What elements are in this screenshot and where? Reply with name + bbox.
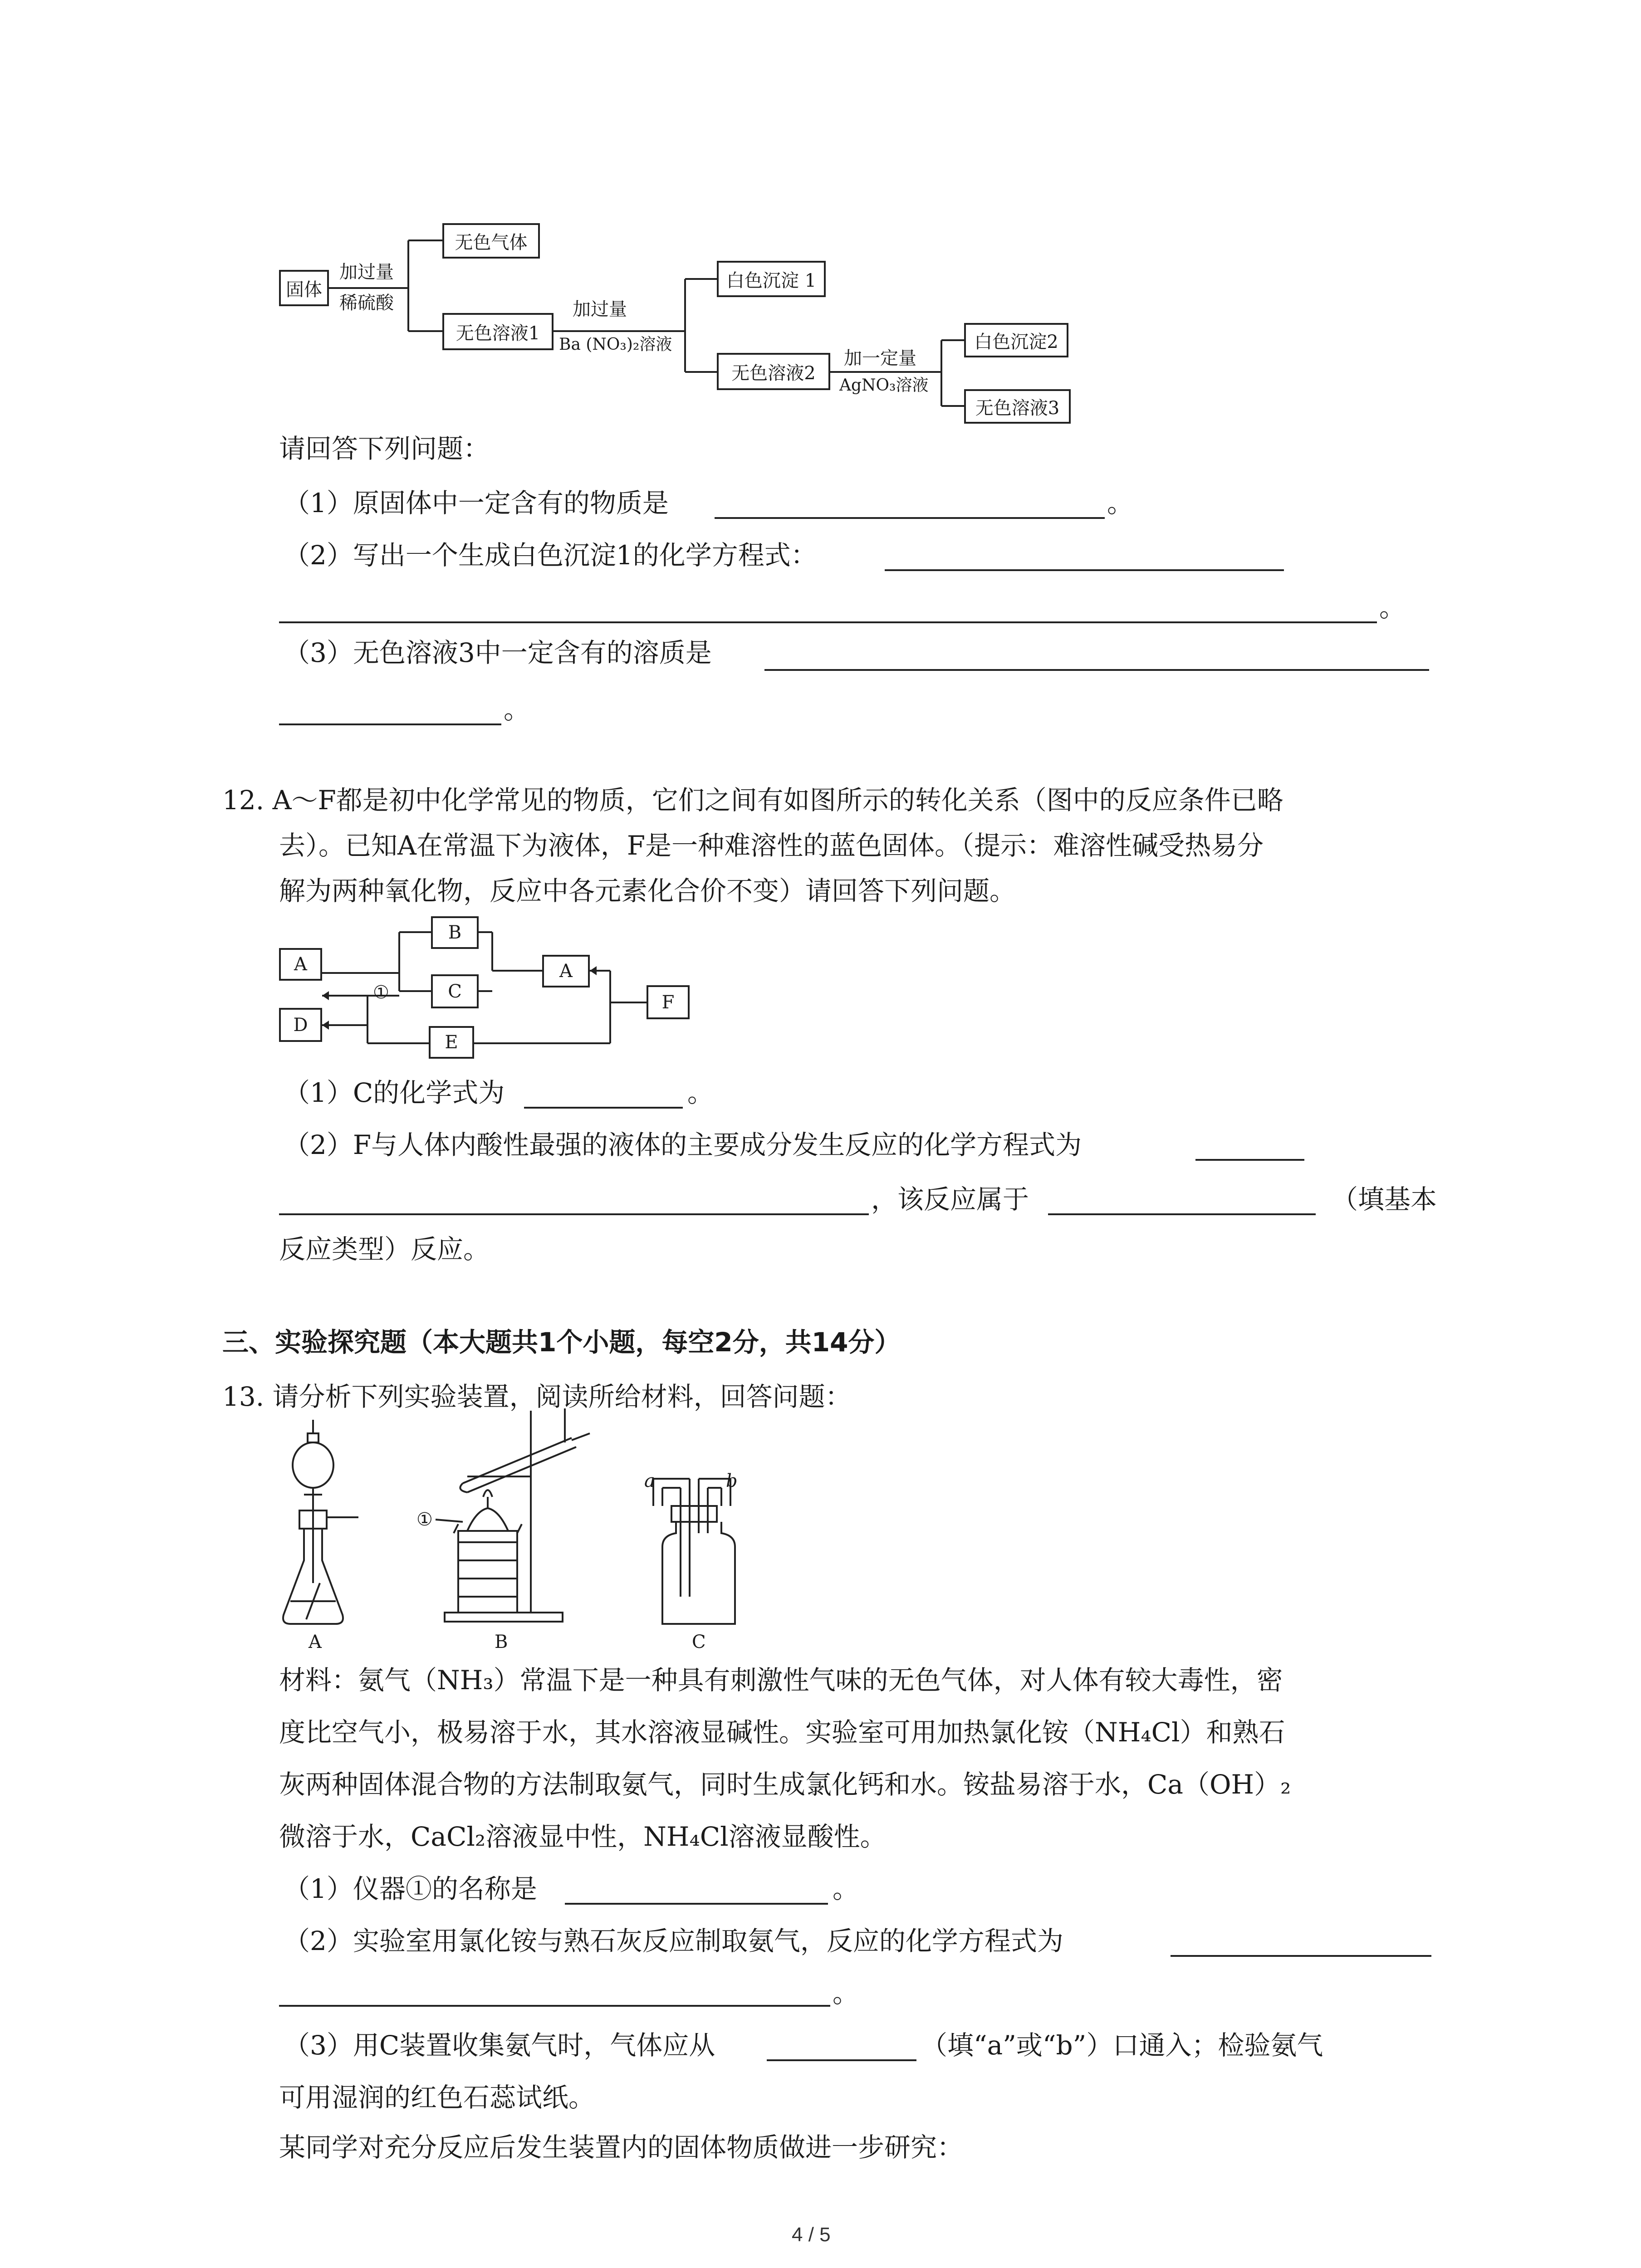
section-3-heading: 三、实验探究题（本大题共1个小题，每空2分，共14分）	[222, 1327, 901, 1358]
q12-box-B: B	[431, 916, 479, 949]
q13-part3-tail: （填“a”或“b”）口通入；检验氨气	[921, 2030, 1323, 2061]
flow-label-acid-bottom: 稀硫酸	[339, 293, 394, 313]
q11-part2-end: 。	[1379, 592, 1406, 623]
apparatus-C-port-a: a	[644, 1471, 655, 1491]
q12-box-E: E	[429, 1026, 474, 1059]
q13-part2-blank-a	[1171, 1955, 1431, 1957]
page-number: 4 / 5	[792, 2224, 831, 2246]
q13-material-line4: 微溶于水，CaCl₂溶液显中性，NH₄Cl溶液显酸性。	[279, 1821, 887, 1852]
q13-part1-end: 。	[833, 1873, 859, 1904]
q13-part1: （1）仪器①的名称是	[284, 1873, 537, 1904]
q12-part1: （1）C的化学式为	[284, 1077, 505, 1108]
flow-box-solid: 固体	[279, 270, 329, 306]
q12-part2-mid: ，该反应属于	[871, 1184, 1029, 1215]
q13-part2-blank-b	[279, 2005, 830, 2007]
apparatus-B-drawing	[436, 1408, 590, 1622]
flow-label-agno3-bottom: AgNO₃溶液	[839, 376, 929, 395]
q12-part2-tail: （填基本	[1332, 1184, 1437, 1215]
flow-box-solution1: 无色溶液1	[442, 313, 554, 350]
q11-part3: （3）无色溶液3中一定含有的溶质是	[284, 637, 712, 668]
q13-part2: （2）实验室用氯化铵与熟石灰反应制取氨气，反应的化学方程式为	[284, 1926, 1063, 1956]
q11-part3-end: 。	[504, 694, 530, 725]
q13-material-line2: 度比空气小，极易溶于水，其水溶液显碱性。实验室可用加热氯化铵（NH₄Cl）和熟石	[279, 1717, 1285, 1748]
q12-box-A1: A	[279, 948, 322, 981]
q11-part2: （2）写出一个生成白色沉淀1的化学方程式：	[284, 540, 817, 571]
q12-box-D: D	[279, 1008, 322, 1042]
q12-diagram-marker: ①	[373, 982, 389, 1003]
q13-part2-end: 。	[833, 1978, 859, 2009]
flow-box-solution3: 无色溶液3	[964, 389, 1071, 424]
q11-intro: 请回答下列问题：	[279, 433, 490, 464]
q13-material-line1: 材料：氨气（NH₃）常温下是一种具有刺激性气味的无色气体，对人体有较大毒性，密	[279, 1665, 1283, 1696]
q11-part1: （1）原固体中一定含有的物质是	[284, 488, 669, 518]
flow-label-agno3-top: 加一定量	[844, 348, 916, 369]
q13-part1-blank	[565, 1903, 828, 1905]
q13-part3: （3）用C装置收集氨气时，气体应从	[284, 2030, 715, 2061]
q12-part2-line3: 反应类型）反应。	[279, 1234, 490, 1265]
apparatus-B-label: B	[495, 1632, 508, 1652]
q12-line3: 解为两种氧化物，反应中各元素化合价不变）请回答下列问题。	[279, 875, 1016, 906]
apparatus-C-label: C	[692, 1632, 706, 1652]
q13-part3-line2: 可用湿润的红色石蕊试纸。	[279, 2082, 595, 2113]
apparatus-C-drawing	[653, 1479, 735, 1624]
q12-box-A2: A	[542, 955, 590, 987]
q13-closing: 某同学对充分反应后发生装置内的固体物质做进一步研究：	[279, 2132, 964, 2163]
q12-line2: 去）。已知A在常温下为液体，F是一种难溶性的蓝色固体。（提示：难溶性碱受热易分	[279, 830, 1264, 861]
flow-box-precip1: 白色沉淀 1	[717, 261, 826, 297]
flow-label-bano3-top: 加过量	[573, 299, 627, 320]
q13-material-line3: 灰两种固体混合物的方法制取氨气，同时生成氯化钙和水。铵盐易溶于水，Ca（OH）₂	[279, 1769, 1291, 1800]
apparatus-B-marker: ①	[416, 1509, 433, 1530]
flow-box-precip2: 白色沉淀2	[964, 323, 1068, 357]
q12-box-F: F	[647, 985, 690, 1019]
apparatus-A-drawing	[283, 1420, 358, 1624]
q11-part1-end: 。	[1107, 488, 1134, 518]
q12-line1: 12. A～F都是初中化学常见的物质，它们之间有如图所示的转化关系（图中的反应条件已略	[222, 785, 1283, 816]
flow-label-acid-top: 加过量	[339, 262, 394, 283]
flow-label-bano3-bottom: Ba (NO₃)₂溶液	[559, 335, 672, 354]
apparatus-C-port-b: b	[726, 1471, 738, 1491]
q12-box-C: C	[431, 974, 479, 1008]
q13-part3-blank	[767, 2059, 916, 2061]
apparatus-A-label: A	[309, 1632, 322, 1652]
q12-part2: （2）F与人体内酸性最强的液体的主要成分发生反应的化学方程式为	[284, 1129, 1082, 1160]
flow-box-solution2: 无色溶液2	[717, 353, 830, 390]
q12-part1-end: 。	[687, 1077, 714, 1108]
flow-box-gas: 无色气体	[442, 223, 540, 259]
q13-intro: 13. 请分析下列实验装置，阅读所给材料，回答问题：	[222, 1381, 852, 1412]
